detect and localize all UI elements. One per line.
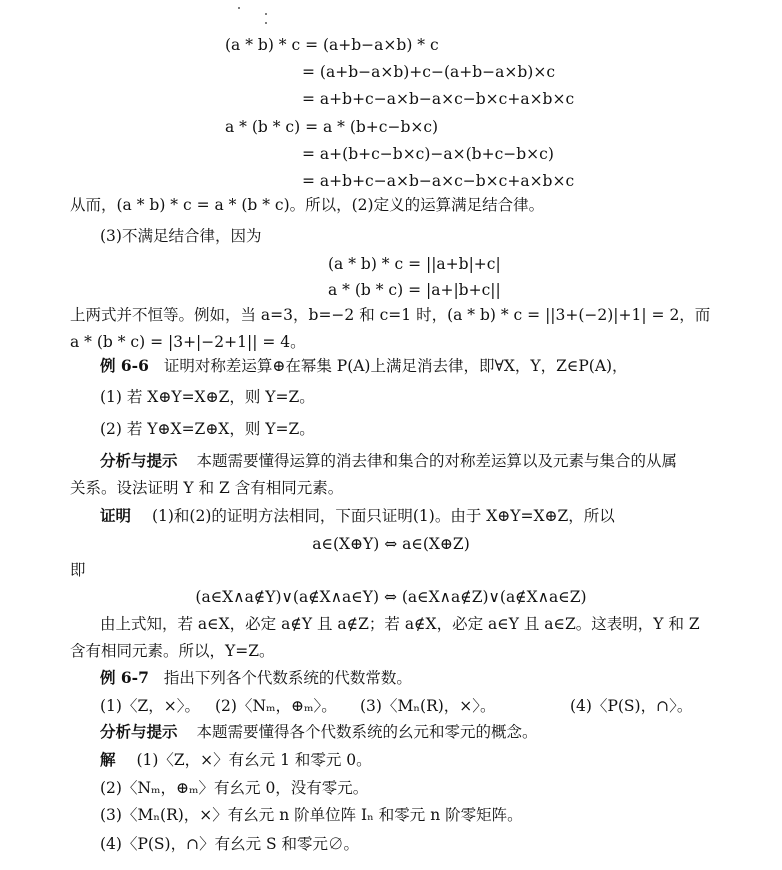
solution-text-1: (1)〈Z，×〉有幺元 1 和零元 0。	[136, 751, 372, 769]
proof-6-6-line	[100, 506, 615, 526]
scan-speck	[238, 7, 240, 9]
part3-intro: (3)不满足结合律，因为	[100, 227, 262, 245]
example-6-7-line	[100, 668, 412, 688]
part3-example-line-1: 上两式并不恒等。例如，当 a=3，b=−2 和 c=1 时，(a * b) * c = ||3+(−2)|+1| = 2，而	[70, 306, 711, 324]
analysis-6-6-line-1	[100, 451, 677, 471]
proof-big-equation: (a∈X∧a∉Y)∨(a∉X∧a∈Y) ⇔ (a∈X∧a∉Z)∨(a∉X∧a∈Z)	[195, 588, 587, 606]
ji-line: 即	[70, 561, 86, 579]
proof-label: 证明	[100, 506, 132, 525]
analysis-6-6-label: 分析与提示	[100, 451, 178, 470]
analysis-6-6-line-2: 关系。设法证明 Y 和 Z 含有相同元素。	[70, 479, 344, 497]
analysis-6-7-label: 分析与提示	[100, 722, 178, 741]
solution-line-4: (4)〈P(S)，∩〉有幺元 S 和零元∅。	[100, 835, 360, 853]
example-6-6-item-2: (2) 若 Y⊕X=Z⊕X，则 Y=Z。	[100, 420, 315, 438]
example-6-7-label: 例 6-7	[100, 668, 149, 687]
example-6-6-item-1: (1) 若 X⊕Y=X⊕Z，则 Y=Z。	[100, 388, 315, 406]
part3-eq-1: (a * b) * c = ||a+b|+c|	[328, 255, 501, 273]
proof-follow-line-2: 含有相同元素。所以，Y=Z。	[70, 642, 275, 660]
assoc-b-line-2: = a+(b+c−b×c)−a×(b+c−b×c)	[302, 145, 554, 163]
example-6-7-item-4: (4)〈P(S)，∩〉。	[570, 697, 693, 715]
assoc-a-line-1: (a * b) * c = (a+b−a×b) * c	[225, 36, 439, 54]
scan-speck	[265, 22, 267, 24]
example-6-6-text: 证明对称差运算⊕在幂集 P(A)上满足消去律，即∀X，Y，Z∈P(A)，	[163, 357, 628, 375]
assoc-a-line-2: = (a+b−a×b)+c−(a+b−a×b)×c	[302, 63, 556, 81]
scan-speck	[265, 13, 267, 15]
part3-eq-2: a * (b * c) = |a+|b+c||	[328, 281, 501, 299]
proof-text: (1)和(2)的证明方法相同，下面只证明(1)。由于 X⊕Y=X⊕Z，所以	[151, 507, 615, 525]
part3-example-line-2: a * (b * c) = |3+|−2+1|| = 4。	[70, 333, 306, 351]
example-6-6-line	[100, 356, 628, 376]
solution-line-1	[100, 750, 372, 770]
analysis-6-7-line	[100, 722, 537, 742]
solution-label: 解	[100, 750, 116, 769]
conclusion-line: 从而，(a * b) * c = a * (b * c)。所以，(2)定义的运算满足结合律。	[70, 196, 545, 214]
assoc-b-line-3: = a+b+c−a×b−a×c−b×c+a×b×c	[302, 172, 575, 190]
analysis-6-7-text: 本题需要懂得各个代数系统的幺元和零元的概念。	[196, 723, 538, 741]
example-6-7-item-1: (1)〈Z，×〉。	[100, 697, 200, 715]
example-6-7-items	[100, 696, 693, 716]
assoc-a-line-3: = a+b+c−a×b−a×c−b×c+a×b×c	[302, 90, 575, 108]
example-6-7-item-3: (3)〈Mₙ(R)，×〉。	[360, 697, 496, 715]
proof-follow-line-1: 由上式知，若 a∈X，必定 a∉Y 且 a∉Z；若 a∉X，必定 a∈Y 且 a∈Z。这表明，Y 和 Z	[100, 615, 700, 633]
example-6-6-label: 例 6-6	[100, 356, 149, 375]
solution-line-3: (3)〈Mₙ(R)，×〉有幺元 n 阶单位阵 Iₙ 和零元 n 阶零矩阵。	[100, 806, 523, 824]
proof-equation: a∈(X⊕Y) ⇔ a∈(X⊕Z)	[312, 535, 470, 553]
assoc-b-line-1: a * (b * c) = a * (b+c−b×c)	[225, 118, 439, 136]
example-6-7-item-2: (2)〈Nₘ，⊕ₘ〉。	[215, 697, 337, 715]
solution-line-2: (2)〈Nₘ，⊕ₘ〉有幺元 0，没有零元。	[100, 779, 369, 797]
example-6-7-text: 指出下列各个代数系统的代数常数。	[163, 669, 412, 687]
analysis-6-6-text-1: 本题需要懂得运算的消去律和集合的对称差运算以及元素与集合的从属	[196, 452, 677, 470]
